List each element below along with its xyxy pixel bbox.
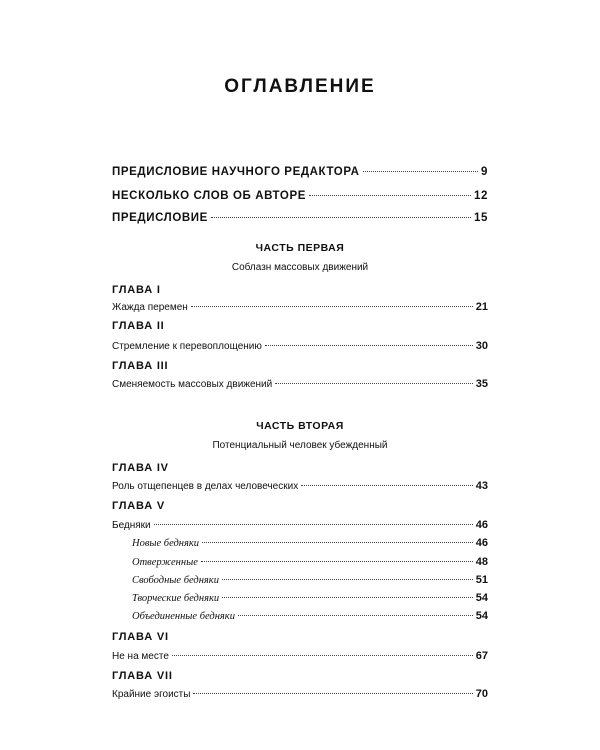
dot-leader — [275, 383, 473, 384]
toc-entry-page: 46 — [475, 519, 488, 531]
dot-leader — [154, 524, 473, 525]
toc-entry-label: Бедняки — [112, 520, 151, 531]
toc-entry — [112, 480, 488, 492]
part-subtitle: Потенциальный человек убежденный — [212, 440, 388, 451]
toc-subentry-page: 54 — [475, 610, 488, 622]
toc-entry-label: ПРЕДИСЛОВИЕ — [112, 212, 208, 224]
toc-entry-page: 35 — [475, 378, 488, 390]
dot-leader — [238, 615, 473, 616]
toc-entry-label: Роль отщепенцев в делах человеческих — [112, 481, 299, 492]
chapter-heading: ГЛАВА VII — [112, 670, 173, 682]
toc-entry-label: Сменяемость массовых движений — [112, 379, 273, 390]
toc-subentry-page: 48 — [475, 556, 488, 568]
toc-subentry-label: Свободные бедняки — [132, 575, 219, 586]
toc-subentry-label: Новые бедняки — [132, 538, 200, 549]
toc-entry-page: 15 — [474, 212, 488, 224]
toc-entry — [112, 301, 488, 313]
dot-leader — [222, 579, 473, 580]
dot-leader — [211, 217, 471, 218]
dot-leader — [172, 655, 473, 656]
toc-entry-label: Крайние эгоисты — [112, 689, 191, 700]
toc-subentry-label: Объединенные бедняки — [132, 611, 235, 622]
toc-entry-page: 67 — [475, 650, 488, 662]
toc-subentry — [132, 610, 488, 622]
toc-entry-label: Стремление к перевоплощению — [112, 341, 262, 352]
dot-leader — [363, 171, 479, 172]
toc-entry — [112, 378, 488, 390]
toc-entry — [112, 650, 488, 662]
toc-entry-page: 30 — [475, 340, 488, 352]
dot-leader — [191, 306, 473, 307]
toc-subentry-page: 54 — [475, 592, 488, 604]
dot-leader — [301, 485, 473, 486]
chapter-heading: ГЛАВА III — [112, 360, 169, 372]
toc-entry-label: Жажда перемен — [112, 302, 188, 313]
toc-entry-editor-preface — [112, 166, 488, 178]
chapter-heading: ГЛАВА V — [112, 500, 165, 512]
toc-subentry — [132, 556, 488, 568]
dot-leader — [193, 693, 472, 694]
toc-entry-about-author — [112, 190, 488, 202]
chapter-heading: ГЛАВА IV — [112, 462, 169, 474]
chapter-heading: ГЛАВА II — [112, 320, 165, 332]
toc-entry — [112, 688, 488, 700]
part-subtitle: Соблазн массовых движений — [231, 262, 369, 273]
part-title: ЧАСТЬ ВТОРАЯ — [256, 420, 344, 432]
toc-entry-label: Не на месте — [112, 651, 169, 662]
dot-leader — [202, 542, 473, 543]
toc-subentry-page: 46 — [475, 537, 488, 549]
toc-entry-label: НЕСКОЛЬКО СЛОВ ОБ АВТОРЕ — [112, 190, 306, 202]
toc-entry-page: 12 — [474, 190, 488, 202]
dot-leader — [309, 195, 471, 196]
part-title: ЧАСТЬ ПЕРВАЯ — [255, 242, 345, 254]
toc-subentry — [132, 592, 488, 604]
toc-entry-preface — [112, 212, 488, 224]
toc-entry-label: ПРЕДИСЛОВИЕ НАУЧНОГО РЕДАКТОРА — [112, 166, 360, 178]
toc-subentry-label: Творческие бедняки — [132, 593, 220, 604]
toc-entry-page: 21 — [475, 301, 488, 313]
toc-entry — [112, 340, 488, 352]
dot-leader — [222, 597, 473, 598]
toc-subentry — [132, 537, 488, 549]
chapter-heading: ГЛАВА I — [112, 284, 161, 296]
toc-title: ОГЛАВЛЕНИЕ — [224, 76, 376, 97]
toc-entry-page: 43 — [475, 480, 488, 492]
toc-subentry — [132, 574, 488, 586]
chapter-heading: ГЛАВА VI — [112, 631, 169, 643]
toc-entry — [112, 519, 488, 531]
dot-leader — [201, 561, 473, 562]
toc-entry-page: 9 — [481, 166, 488, 178]
toc-entry-page: 70 — [475, 688, 488, 700]
dot-leader — [265, 345, 473, 346]
toc-subentry-page: 51 — [475, 574, 488, 586]
toc-page — [112, 0, 488, 750]
toc-subentry-label: Отверженные — [132, 557, 198, 568]
